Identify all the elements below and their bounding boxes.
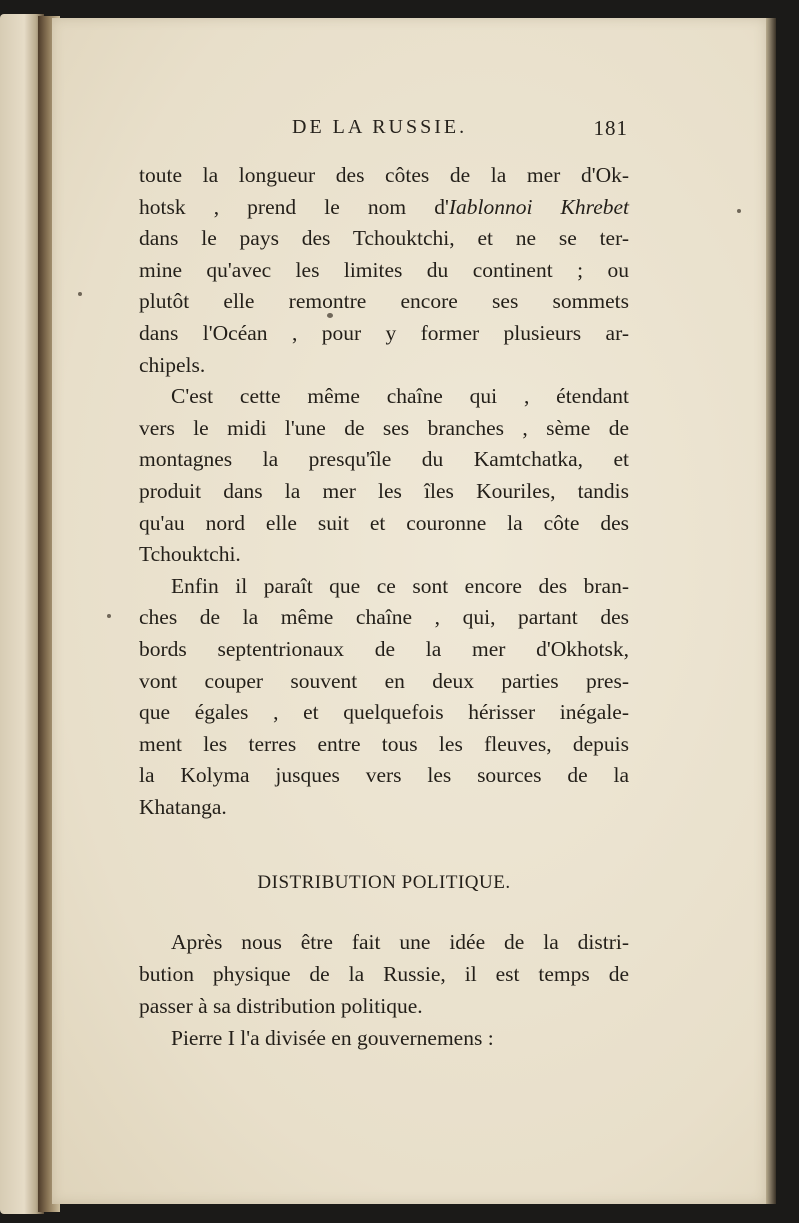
- paper-speck: [107, 614, 111, 618]
- text-line: vont couper souvent en deux parties pres-: [139, 668, 629, 693]
- text-line: la Kolyma jusques vers les sources de la: [139, 763, 629, 788]
- italic-place-name: Iablonnoi Khrebet: [448, 194, 630, 219]
- section-text: [139, 926, 629, 1054]
- text-fragment: hotsk , prend le nom d': [139, 194, 449, 219]
- text-line: montagnes la presqu'île du Kamtchatka, et: [139, 447, 629, 472]
- paper-speck: [327, 313, 333, 318]
- section-title: DISTRIBUTION POLITIQUE.: [257, 872, 511, 893]
- text-line: ches de la même chaîne , qui, partant des: [139, 605, 629, 630]
- text-line: Tchouktchi.: [139, 542, 241, 567]
- paper-speck: [737, 209, 741, 213]
- text-line: passer à sa distribution politique.: [139, 994, 423, 1018]
- text-line: dans l'Océan , pour y former plusieurs ar-: [139, 320, 629, 345]
- text-line: plutôt elle remontre encore ses sommets: [139, 289, 629, 314]
- text-line: mine qu'avec les limites du continent ; ou: [139, 257, 629, 282]
- right-page-edge: [766, 18, 776, 1204]
- page-number: 181: [593, 116, 628, 140]
- text-line: C'est cette même chaîne qui , étendant: [171, 384, 629, 409]
- text-line: Pierre I l'a divisée en gouvernemens :: [171, 1026, 494, 1050]
- page-header: [244, 116, 634, 144]
- text-line: vers le midi l'une de ses branches , sème de: [139, 415, 629, 440]
- text-line: dans le pays des Tchouktchi, et ne se ter-: [139, 226, 629, 251]
- text-line: ment les terres entre tous les fleuves, depuis: [139, 731, 629, 756]
- text-line: Enfin il paraît que ce sont encore des bran-: [171, 573, 629, 598]
- body-text: [139, 160, 629, 823]
- text-line: que égales , et quelquefois hérisser inégale-: [139, 700, 629, 725]
- text-line: produit dans la mer les îles Kouriles, tandis: [139, 478, 629, 503]
- text-line: toute la longueur des côtes de la mer d'Ok-: [139, 163, 629, 187]
- text-line: bords septentrionaux de la mer d'Okhotsk,: [139, 636, 629, 661]
- text-line: Après nous être fait une idée de la distri-: [171, 930, 629, 954]
- text-line: [139, 192, 629, 224]
- text-line: bution physique de la Russie, il est temps de: [139, 962, 629, 986]
- text-line: Khatanga.: [139, 794, 227, 819]
- running-head: DE LA RUSSIE.: [292, 116, 468, 138]
- text-line: chipels.: [139, 352, 206, 377]
- paper-speck: [78, 292, 82, 296]
- text-line: qu'au nord elle suit et couronne la côte des: [139, 510, 629, 535]
